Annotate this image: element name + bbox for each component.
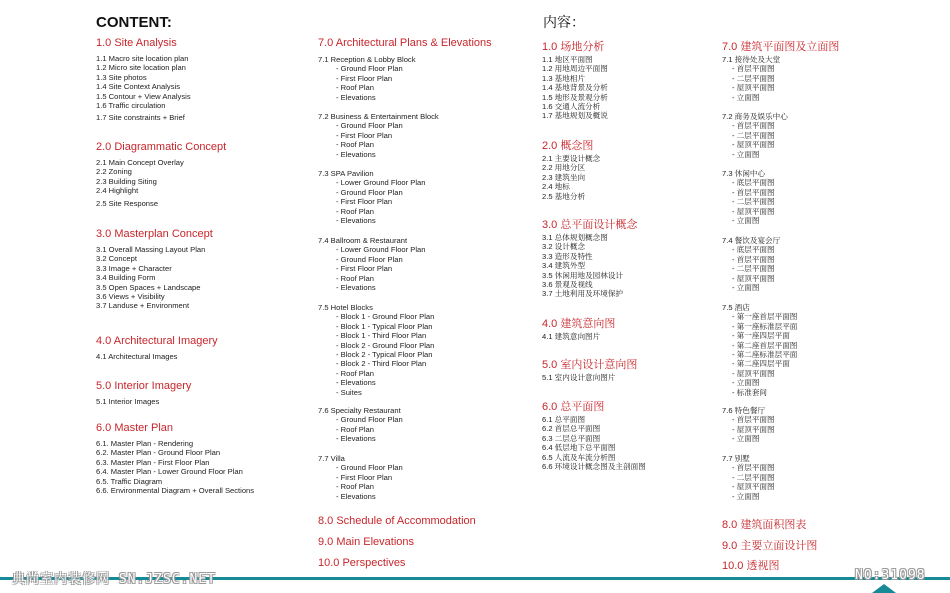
- footer-triangle-icon: [872, 584, 896, 593]
- list-item: - 立面图: [732, 149, 760, 159]
- list-item: - Roof Plan: [336, 368, 374, 378]
- list-item: - Elevations: [336, 149, 376, 159]
- list-item: - Roof Plan: [336, 140, 374, 150]
- list-item: - Elevations: [336, 92, 376, 102]
- section-heading: 5.0 室内设计意向图: [542, 359, 638, 371]
- list-item: - 屋顶平面图: [732, 206, 775, 216]
- section-heading: 10.0 Perspectives: [318, 557, 406, 569]
- list-item: - Lower Ground Floor Plan: [336, 245, 426, 255]
- list-item: 4.1 Architectural Images: [96, 352, 178, 361]
- subsection-heading: 7.6 Specialty Restaurant: [318, 406, 401, 415]
- list-item: 6.6 环境设计概念图及主剖面图: [542, 462, 646, 471]
- list-item: - 二层平面图: [732, 130, 775, 140]
- content-title-en: CONTENT:: [96, 14, 172, 31]
- list-item: - Roof Plan: [336, 424, 374, 434]
- watermark-left: 典尚室内装修网 SN.JZSC.NET: [12, 572, 216, 587]
- subsection-heading: 7.4 Ballroom & Restaurant: [318, 236, 408, 245]
- list-item: 1.7 Site constraints + Brief: [96, 113, 185, 123]
- list-item: - Elevations: [336, 216, 376, 225]
- list-item: - Ground Floor Plan: [336, 415, 403, 425]
- list-item: 2.3 Building Siting: [96, 176, 157, 186]
- list-item: - 第一座四层平面: [732, 331, 790, 341]
- list-item: - Roof Plan: [336, 206, 374, 216]
- section-heading: 4.0 建筑意向图: [542, 318, 616, 330]
- list-item: 2.4 地标: [542, 182, 570, 192]
- section-heading: 9.0 主要立面设计图: [722, 540, 818, 552]
- list-item: - First Floor Plan: [336, 472, 393, 482]
- list-item: 6.2. Master Plan - Ground Floor Plan: [96, 448, 221, 458]
- list-item: - Block 1 - Third Floor Plan: [336, 331, 427, 341]
- list-item: - 第二座首层平面图: [732, 340, 798, 350]
- list-item: 1.4 Site Context Analysis: [96, 82, 180, 92]
- section-heading: 3.0 总平面设计概念: [542, 219, 638, 231]
- list-item: 1.2 Micro site location plan: [96, 63, 186, 73]
- list-item: 3.6 景观及视线: [542, 280, 593, 289]
- list-item: 6.6. Environmental Diagram + Overall Sections: [96, 486, 255, 495]
- list-item: - 二层平面图: [732, 264, 775, 274]
- list-item: 1.5 地形及景观分析: [542, 92, 608, 102]
- subsection-heading: 7.1 Reception & Lobby Block: [318, 55, 416, 64]
- list-item: - 二层平面图: [732, 197, 775, 207]
- list-item: 3.1 总体规划概念图: [542, 233, 608, 242]
- list-item: 6.5. Traffic Diagram: [96, 476, 163, 486]
- list-item: 1.6 Traffic circulation: [96, 101, 166, 110]
- list-item: 3.1 Overall Massing Layout Plan: [96, 245, 206, 254]
- list-item: 6.1 总平面图: [542, 415, 586, 424]
- list-item: - 立面图: [732, 491, 760, 501]
- list-item: 1.5 Contour + View Analysis: [96, 91, 191, 101]
- list-item: - 标准套间: [732, 387, 768, 397]
- list-item: - 立面图: [732, 434, 760, 444]
- list-item: - 首层平面图: [732, 415, 775, 425]
- list-item: 3.4 建筑外型: [542, 261, 586, 271]
- list-item: 1.4 基地背景及分析: [542, 83, 608, 93]
- list-item: - Block 2 - Ground Floor Plan: [336, 340, 435, 350]
- content-title-zh: 内容：: [543, 14, 585, 30]
- section-heading: 5.0 Interior Imagery: [96, 380, 192, 392]
- list-item: 2.1 Main Concept Overlay: [96, 158, 184, 167]
- list-item: - First Floor Plan: [336, 197, 393, 207]
- list-item: 6.4. Master Plan - Lower Ground Floor Plan: [96, 467, 243, 477]
- subsection-heading: 7.7 别墅: [722, 454, 750, 463]
- list-item: 3.7 Landuse + Environment: [96, 301, 190, 311]
- list-item: 6.5 人流及车流分析图: [542, 452, 616, 462]
- list-item: 3.7 土地利用及环境保护: [542, 289, 624, 299]
- section-heading: 1.0 Site Analysis: [96, 37, 177, 49]
- section-heading: 2.0 Diagrammatic Concept: [96, 141, 227, 153]
- list-item: 6.1. Master Plan - Rendering: [96, 439, 194, 448]
- list-item: - 立面图: [732, 216, 760, 225]
- list-item: - 首层平面图: [732, 187, 775, 197]
- section-heading: 10.0 透视图: [722, 560, 780, 572]
- list-item: - Block 1 - Ground Floor Plan: [336, 312, 435, 322]
- list-item: 1.7 基地规划及概说: [542, 111, 608, 121]
- list-item: - Block 2 - Third Floor Plan: [336, 359, 427, 369]
- list-item: - Block 1 - Typical Floor Plan: [336, 321, 433, 331]
- list-item: - 首层平面图: [732, 64, 775, 74]
- list-item: 4.1 建筑意向图片: [542, 332, 601, 341]
- list-item: - Roof Plan: [336, 273, 374, 283]
- list-item: - 立面图: [732, 92, 760, 102]
- section-heading: 6.0 Master Plan: [96, 422, 174, 434]
- section-heading: 6.0 总平面图: [542, 401, 605, 413]
- list-item: 1.3 基地相片: [542, 73, 586, 83]
- list-item: 3.3 造形及特性: [542, 251, 593, 261]
- subsection-heading: 7.5 Hotel Blocks: [318, 303, 373, 312]
- list-item: 3.5 休闲用地及园林设计: [542, 270, 624, 280]
- list-item: - 首层平面图: [732, 121, 775, 131]
- list-item: - Block 2 - Typical Floor Plan: [336, 350, 433, 359]
- list-item: 2.2 Zoning: [96, 167, 132, 177]
- list-item: 2.1 主要设计概念: [542, 154, 601, 163]
- section-heading: 3.0 Masterplan Concept: [96, 228, 213, 240]
- list-item: 3.5 Open Spaces + Landscape: [96, 282, 201, 292]
- list-item: - 首层平面图: [732, 463, 775, 473]
- list-item: 6.2 首层总平面图: [542, 424, 601, 434]
- subsection-heading: 7.1 接待处及大堂: [722, 55, 781, 64]
- section-heading: 7.0 建筑平面图及立面图: [722, 41, 840, 53]
- list-item: 2.2 用地分区: [542, 163, 586, 173]
- list-item: 3.6 Views + Visibility: [96, 292, 165, 301]
- list-item: 6.3 二层总平面图: [542, 433, 601, 443]
- list-item: 2.5 Site Response: [96, 198, 159, 208]
- section-heading: 8.0 Schedule of Accommodation: [318, 515, 476, 527]
- section-heading: 2.0 概念图: [542, 140, 594, 152]
- list-item: - 首层平面图: [732, 254, 775, 264]
- list-item: - 底层平面图: [732, 245, 775, 255]
- list-item: 1.1 地区平面图: [542, 55, 593, 64]
- list-item: 1.3 Site photos: [96, 72, 147, 82]
- list-item: - Ground Floor Plan: [336, 254, 403, 264]
- list-item: - Ground Floor Plan: [336, 64, 403, 74]
- list-item: - Elevations: [336, 283, 376, 292]
- list-item: - 二层平面图: [732, 472, 775, 482]
- list-item: 1.6 交通人流分析: [542, 102, 601, 111]
- section-heading: 4.0 Architectural Imagery: [96, 335, 218, 347]
- list-item: - 底层平面图: [732, 178, 775, 188]
- list-item: - Elevations: [336, 491, 376, 501]
- list-item: - 屋顶平面图: [732, 368, 775, 378]
- list-item: 6.3. Master Plan - First Floor Plan: [96, 457, 210, 467]
- list-item: 3.3 Image + Character: [96, 263, 172, 273]
- list-item: - 屋顶平面图: [732, 140, 775, 150]
- list-item: 6.4 低层地下总平面图: [542, 443, 616, 453]
- list-item: - 屋顶平面图: [732, 424, 775, 434]
- list-item: - Elevations: [336, 434, 376, 444]
- section-heading: 7.0 Architectural Plans & Elevations: [318, 37, 492, 49]
- list-item: - Lower Ground Floor Plan: [336, 178, 426, 188]
- list-item: - Elevations: [336, 378, 376, 388]
- list-item: - Ground Floor Plan: [336, 121, 403, 131]
- list-item: - 屋顶平面图: [732, 482, 775, 492]
- list-item: - 二层平面图: [732, 73, 775, 83]
- section-heading: 9.0 Main Elevations: [318, 536, 414, 548]
- section-heading: 8.0 建筑面积图表: [722, 519, 807, 531]
- list-item: - Roof Plan: [336, 83, 374, 93]
- list-item: 2.3 建筑坐向: [542, 172, 586, 182]
- list-item: - 立面图: [732, 378, 760, 388]
- section-heading: 1.0 场地分析: [542, 41, 605, 53]
- list-item: - First Floor Plan: [336, 73, 393, 83]
- list-item: - 第二座四层平面: [732, 359, 790, 369]
- subsection-heading: 7.7 Villa: [318, 454, 345, 463]
- subsection-heading: 7.3 休闲中心: [722, 169, 766, 178]
- list-item: - 立面图: [732, 283, 760, 292]
- list-item: - 屋顶平面图: [732, 273, 775, 283]
- list-item: 3.2 Concept: [96, 254, 137, 264]
- subsection-heading: 7.6 特色餐厅: [722, 406, 766, 415]
- list-item: 2.4 Highlight: [96, 186, 139, 196]
- list-item: 5.1 室内设计意向图片: [542, 373, 616, 382]
- list-item: 3.2 设计概念: [542, 242, 586, 252]
- list-item: 1.1 Macro site location plan: [96, 54, 189, 63]
- list-item: - First Floor Plan: [336, 130, 393, 140]
- subsection-heading: 7.2 Business & Entertainment Block: [318, 112, 439, 121]
- subsection-heading: 7.5 酒店: [722, 303, 750, 312]
- list-item: 1.2 用地周边平面图: [542, 64, 608, 74]
- list-item: - First Floor Plan: [336, 264, 393, 274]
- list-item: - Suites: [336, 387, 362, 397]
- list-item: 2.5 基地分析: [542, 191, 586, 201]
- subsection-heading: 7.2 商务及娱乐中心: [722, 112, 788, 121]
- list-item: - 第二座标准层平面: [732, 350, 798, 359]
- list-item: - Ground Floor Plan: [336, 463, 403, 473]
- list-item: - 第一座首层平面图: [732, 312, 798, 322]
- list-item: - 屋顶平面图: [732, 83, 775, 93]
- watermark-right: NO:31098: [855, 568, 926, 583]
- list-item: - 第一座标准层平面: [732, 321, 798, 331]
- list-item: - Roof Plan: [336, 482, 374, 492]
- list-item: 3.4 Building Form: [96, 273, 156, 283]
- list-item: 5.1 Interior Images: [96, 397, 160, 406]
- subsection-heading: 7.4 餐饮及宴会厅: [722, 236, 781, 245]
- list-item: - Ground Floor Plan: [336, 187, 403, 197]
- subsection-heading: 7.3 SPA Pavilion: [318, 169, 374, 178]
